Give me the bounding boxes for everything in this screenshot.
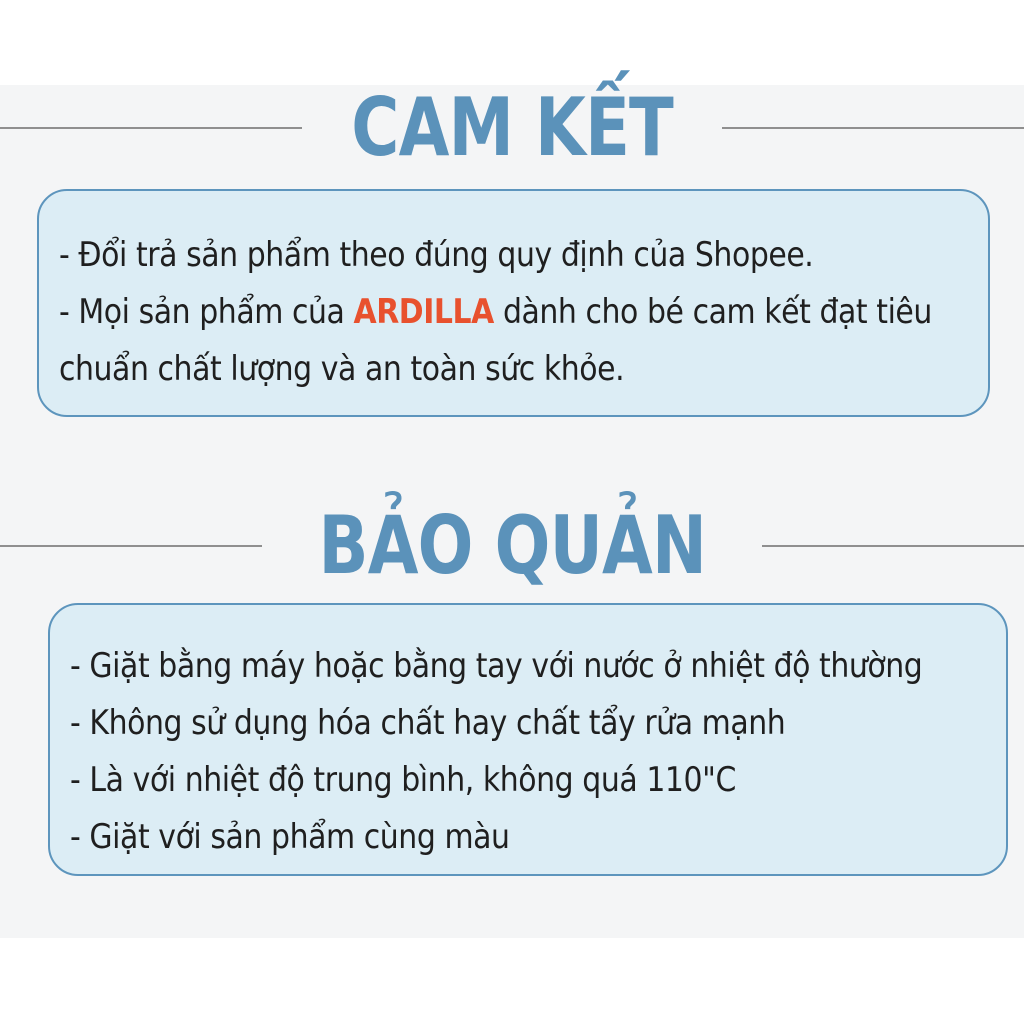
content-panel — [0, 81, 1024, 938]
text-segment: - Mọi sản phẩm của — [59, 292, 354, 332]
text-line — [70, 809, 880, 866]
text-segment: - Là với nhiệt độ trung bình, không quá 110"C — [70, 760, 736, 800]
text-segment: - Không sử dụng hóa chất hay chất tẩy rửa mạnh — [70, 703, 786, 743]
text-line — [70, 695, 880, 752]
text-segment: - Giặt với sản phẩm cùng màu — [70, 817, 510, 857]
commitment-box — [37, 189, 990, 417]
text-line — [59, 341, 862, 398]
heading-rule-left — [0, 127, 302, 129]
text-line — [59, 227, 862, 284]
text-segment: dành cho bé cam kết đạt tiêu — [493, 292, 932, 332]
text-line — [59, 284, 932, 341]
care-box — [48, 603, 1008, 876]
heading-rule-right — [722, 127, 1024, 129]
text-segment: - Đổi trả sản phẩm theo đúng quy định của Shopee. — [59, 235, 814, 275]
section-title-commitment: CAM KẾT — [351, 81, 673, 174]
section-heading-care — [0, 501, 1024, 591]
section-title-care: BẢO QUẢN — [318, 499, 706, 592]
text-segment: - Giặt bằng máy hoặc bằng tay với nước ở nhiệt độ thường — [70, 646, 923, 686]
text-line — [70, 752, 880, 809]
section-heading-commitment — [0, 83, 1024, 173]
text-line — [70, 638, 923, 695]
brand-name: ARDILLA — [353, 292, 494, 332]
heading-rule-right — [762, 545, 1024, 547]
heading-rule-left — [0, 545, 262, 547]
text-segment: chuẩn chất lượng và an toàn sức khỏe. — [59, 349, 625, 389]
